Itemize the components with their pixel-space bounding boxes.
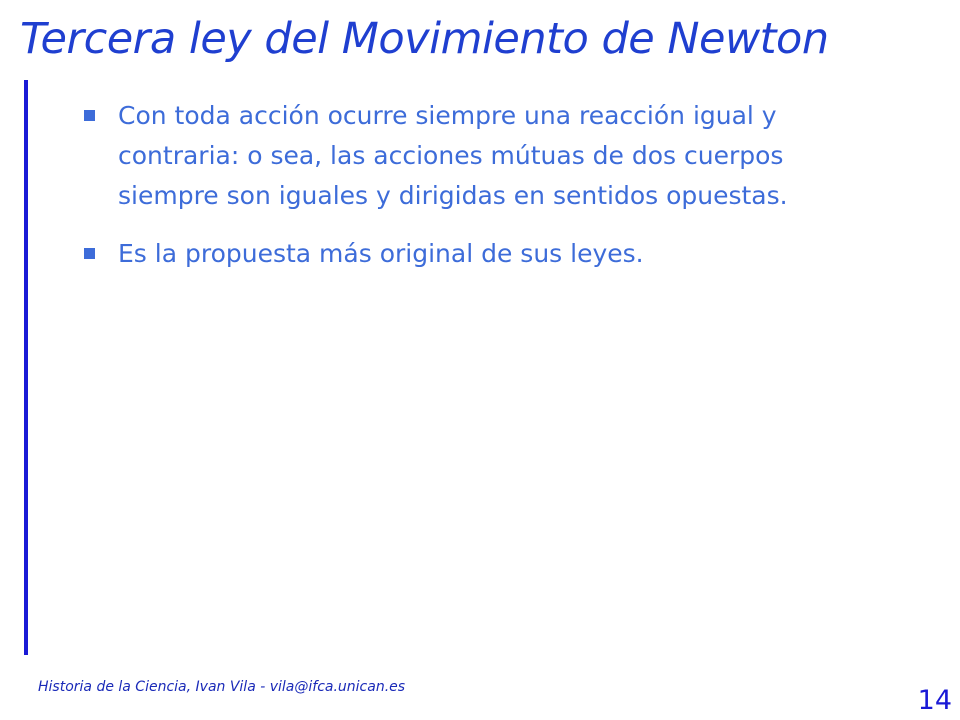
bullet-text: Con toda acción ocurre siempre una reacción igual y contraria: o sea, las acciones mútuas de dos cuerpos siempre son iguales y dirigidas en sentidos opuestas.	[118, 101, 788, 210]
vertical-accent-rule	[24, 80, 28, 655]
bullet-list	[84, 96, 844, 292]
bullet-text: Es la propuesta más original de sus leyes.	[118, 239, 644, 268]
slide-title: Tercera ley del Movimiento de Newton	[20, 14, 829, 64]
bullet-item	[84, 234, 844, 274]
square-bullet-icon	[84, 248, 95, 259]
square-bullet-icon	[84, 110, 95, 121]
footer-credit: Historia de la Ciencia, Ivan Vila - vila@ifca.unican.es	[38, 679, 406, 695]
page-number: 14	[917, 685, 952, 716]
bullet-item	[84, 96, 844, 216]
